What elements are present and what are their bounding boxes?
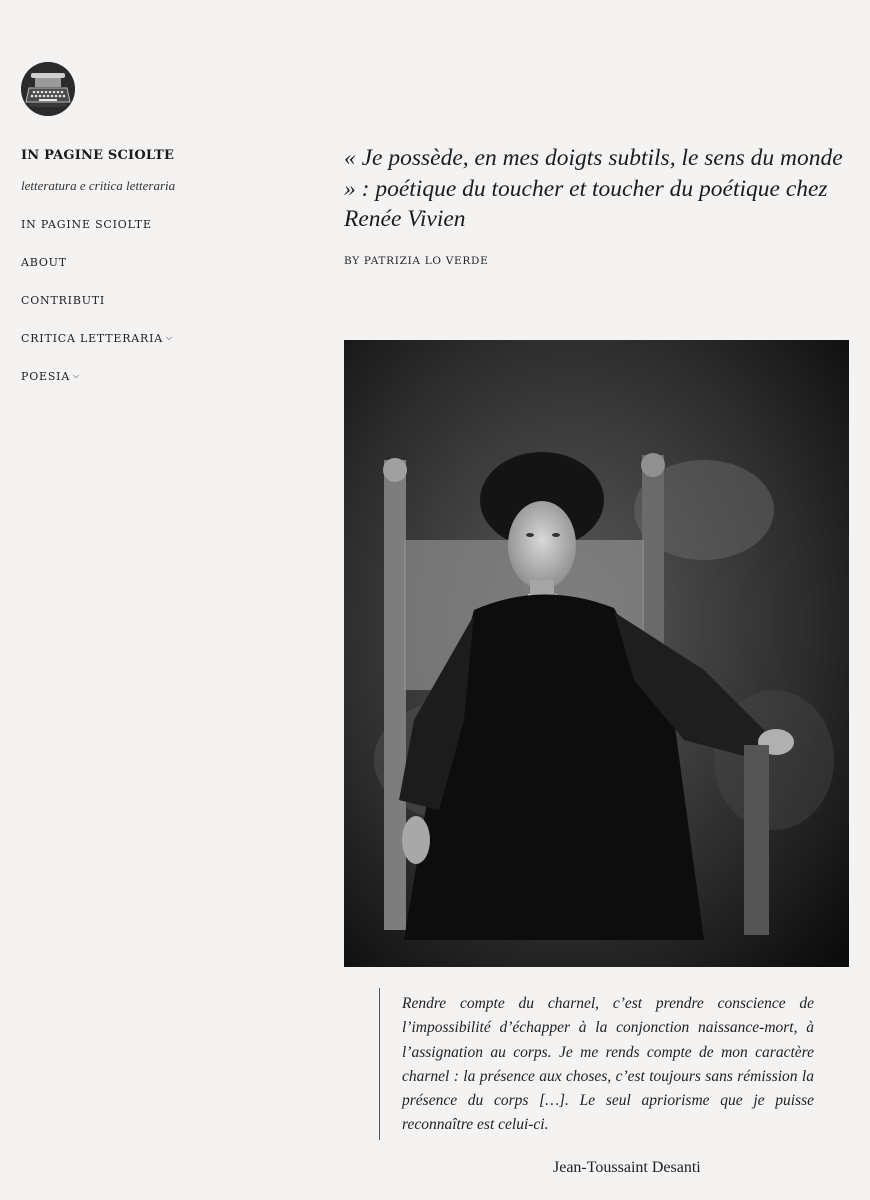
- menu-item-label: ABOUT: [21, 256, 67, 269]
- chevron-down-icon[interactable]: ⌵: [166, 333, 173, 342]
- menu-item-label: POESIA: [21, 370, 71, 383]
- featured-image: [344, 340, 849, 967]
- menu-item-in-pagine-sciolte[interactable]: [21, 218, 281, 256]
- post-title[interactable]: « Je possède, en mes doigts subtils, le sens du monde » : poétique du toucher et toucher du poétique chez Renée Vivien: [344, 145, 843, 232]
- menu-item-about[interactable]: [21, 256, 281, 294]
- chevron-down-icon[interactable]: ⌵: [73, 371, 80, 380]
- menu-item-poesia[interactable]: [21, 370, 281, 408]
- post-byline: BY PATRIZIA LO VERDE: [344, 254, 489, 267]
- sidebar: [21, 62, 281, 408]
- main-menu: [21, 218, 281, 408]
- portrait-photo: [344, 340, 849, 967]
- typewriter-icon: [21, 62, 75, 116]
- quote-author: Jean-Toussaint Desanti: [553, 1159, 701, 1176]
- site-logo[interactable]: [21, 62, 75, 116]
- menu-item-critica-letteraria[interactable]: [21, 332, 281, 370]
- site-tagline: letteratura e critica letteraria: [21, 178, 176, 193]
- epigraph-quote: Rendre compte du charnel, c’est prendre conscience de l’impossibilité d’échapper à la conjonction naissance-mort, à l’assignation au corps. Je me rends compte de mon caractère charnel : la présence aux choses, c’est toujours sans rémission la présence du corps […]. Le seul apriorisme que je puisse reconnaître est celui-ci.: [379, 988, 814, 1140]
- menu-item-label: CONTRIBUTI: [21, 294, 106, 307]
- menu-item-label: IN PAGINE SCIOLTE: [21, 218, 152, 231]
- site-title[interactable]: IN PAGINE SCIOLTE: [21, 148, 175, 163]
- menu-item-contributi[interactable]: [21, 294, 281, 332]
- menu-item-label: CRITICA LETTERARIA: [21, 332, 164, 345]
- post-header: [344, 143, 849, 267]
